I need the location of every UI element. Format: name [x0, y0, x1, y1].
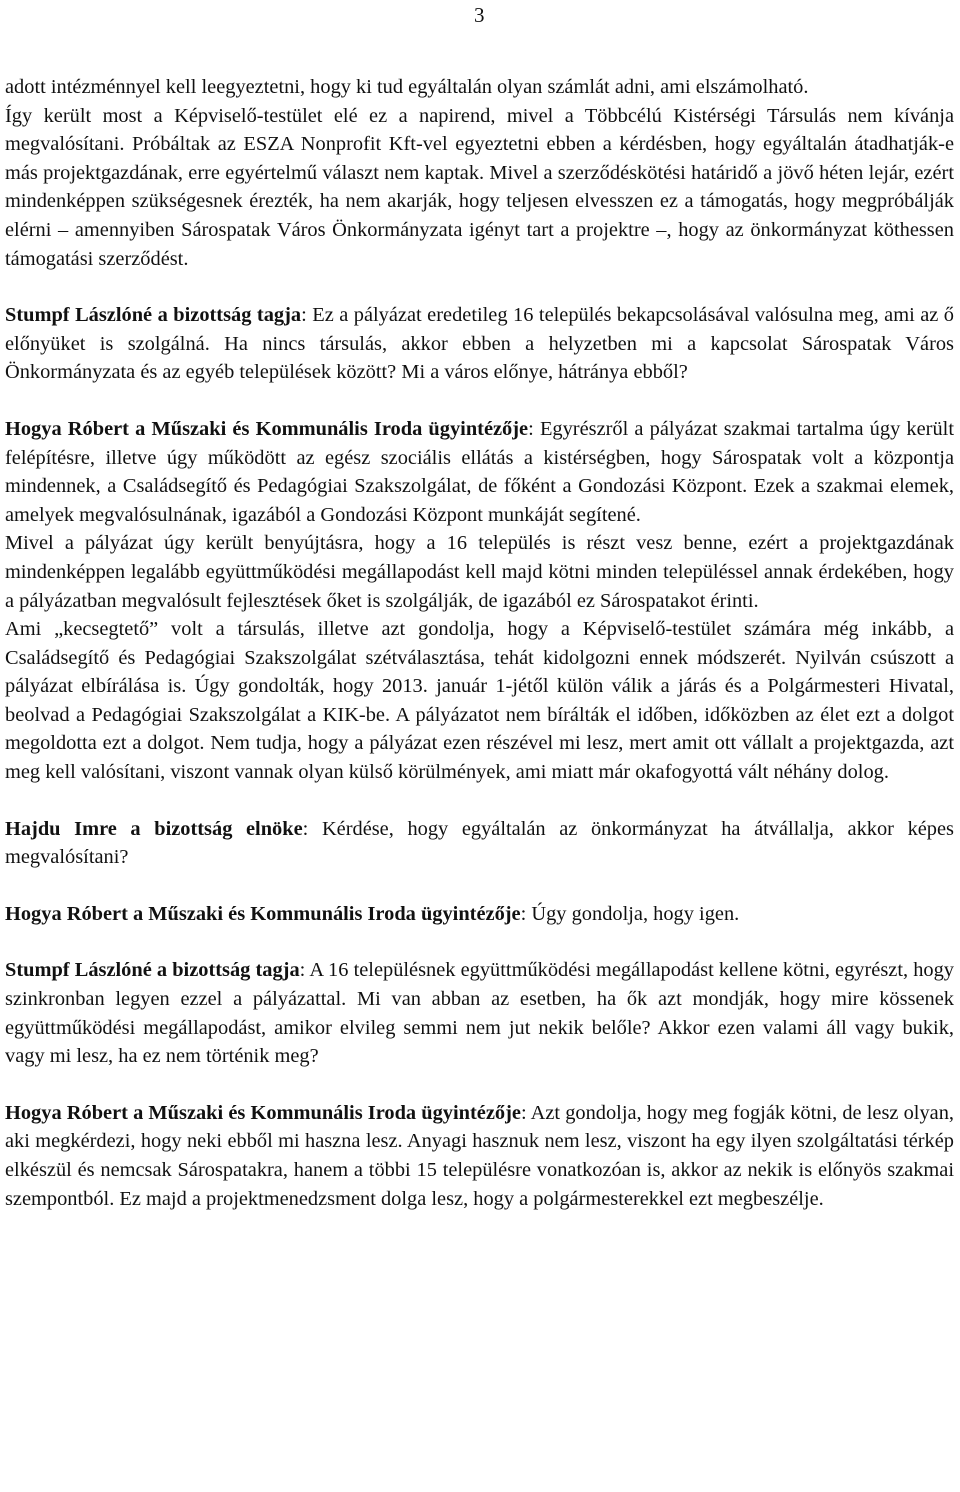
paragraph-text: Mivel a pályázat úgy került benyújtásra, hogy a 16 település is részt vesz benne, ezért a projektgazdának mindenképpen legalább együttműködési megállapodást kell majd kötni minden településsel annak érdekében, hogy a pályázatban megvalósult fejlesztések őket is szolgálják, de igazából ez Sárospatakot érinti.: [5, 532, 954, 612]
paragraph-text: Ami „kecsegtető” volt a társulás, illetve azt gondolja, hogy a Képviselő-testület számára még inkább, a Családsegítő és Pedagógiai Szakszolgálat szétválasztása, tehát kidolgozni ennek módszerét. Nyilván csúszott a pályázat elbírálása is. Úgy gondolták, hogy 2013. január 1-jétől külön válik a járás és a Polgármesteri Hivatal, beolvad a Pedagógiai Szakszolgálat a KIK-be. A pályázatot nem bírálták el időben, időközben az élet ezt a dolgot megoldotta ezt a dolgot. Nem tudja, hogy a pályázat ezen részével mi lesz, mert amit ott vállalt a projektgazda, azt meg kell valósítani, viszont vannak olyan külső körülmények, ami miatt már okafogyottá vált néhány dolog.: [5, 618, 954, 784]
speaker-paragraph: [5, 1099, 954, 1213]
paragraph-continued: [5, 529, 954, 615]
paragraph-text: : Azt gondolja, hogy meg fogják kötni, de lesz olyan, aki megkérdezi, hogy neki ebből mi haszna lesz. Anyagi hasznuk nem lesz, viszont ha egy ilyen szolgáltatási térkép elkészül és nemcsak Sárospatakra, hanem a többi 15 településre vonatkozóan is, akkor az nekik is előnyös szakmai szempontból. Ez majd a projektmenedzsment dolga lesz, hogy a polgármesterekkel ezt megbeszélje.: [5, 1101, 954, 1210]
document-body: [5, 73, 954, 1213]
speaker-name: Hogya Róbert a Műszaki és Kommunális Iroda ügyintézője: [5, 417, 529, 440]
paragraph-text: : Egyrészről a pályázat szakmai tartalma úgy került felépítésre, illetve úgy működött az egész szociális ellátás a kistérségben, hogy Sárospatak volt a központja mindennek, a Családsegítő és Pedagógiai Szakszolgálat, de főként a Gondozási Központ. Ezek a szakmai elemek, amelyek megvalósulnának, igazából a Gondozási Központ munkáját segítené.: [5, 417, 954, 526]
speaker-name: Hajdu Imre a bizottság elnöke: [5, 817, 303, 840]
speaker-paragraph: [5, 815, 954, 872]
paragraph-2: [5, 102, 954, 274]
speaker-name: Stumpf Lászlóné a bizottság tagja: [5, 959, 300, 982]
paragraph-text: Így került most a Képviselő-testület elé ez a napirend, mivel a Többcélú Kistérségi Társulás nem kívánja megvalósítani. Próbáltak az ESZA Nonprofit Kft-vel egyeztetni ebben a kérdésben, hogy egyáltalán átadhatják-e más projektgazdának, erre egyértelmű választ nem kaptak. Mivel a szerződéskötési határidő a jövő héten lejár, ezért mindenképpen szükségesnek érezték, ha nem akarják, hogy teljesen elvesszen ez a támogatás, hogy megpróbálják elérni – amennyiben Sárospatak Város Önkormányzata igényt tart a projektre –, hogy az önkormányzat köthessen támogatási szerződést.: [5, 104, 954, 270]
paragraph-text: adott intézménnyel kell leegyeztetni, hogy ki tud egyáltalán olyan számlát adni, ami elszámolható.: [5, 76, 809, 98]
speaker-name: Hogya Róbert a Műszaki és Kommunális Iroda ügyintézője: [5, 1101, 521, 1124]
paragraph-text: : Kérdése, hogy egyáltalán az önkormányzat ha átvállalja, akkor képes megvalósítani?: [5, 817, 954, 869]
speaker-name: Hogya Róbert a Műszaki és Kommunális Iroda ügyintézője: [5, 902, 521, 925]
page-number: 3: [474, 3, 485, 27]
speaker-paragraph: [5, 415, 954, 529]
speaker-paragraph: [5, 956, 954, 1070]
paragraph-text: : Úgy gondolja, hogy igen.: [520, 902, 740, 925]
speaker-paragraph: [5, 900, 954, 929]
paragraph-text: : Ez a pályázat eredetileg 16 település bekapcsolásával valósulna meg, ami az ő előnyüket is szolgálná. Ha nincs társulás, akkor ebben a helyzetben mi a kapcsolat Sárospatak Város Önkormányzata és az egyéb települések között? Mi a város előnye, hátránya ebből?: [5, 304, 955, 384]
paragraph-text: : A 16 településnek együttműködési megállapodást kellene kötni, egyrészt, hogy szinkronban legyen ezzel a pályázattal. Mi van abban az esetben, ha ők azt mondják, hogy mire kössenek együttműködési megállapodást, amikor elvileg semmi nem jut nekik belőle? Akkor ezen valami áll vagy bukik, vagy mi lesz, ha ez nem történik meg?: [5, 959, 954, 1068]
paragraph-1: [5, 73, 954, 102]
paragraph-continued: [5, 615, 954, 787]
speaker-paragraph: [5, 301, 954, 387]
speaker-name: Stumpf Lászlóné a bizottság tagja: [5, 304, 302, 327]
